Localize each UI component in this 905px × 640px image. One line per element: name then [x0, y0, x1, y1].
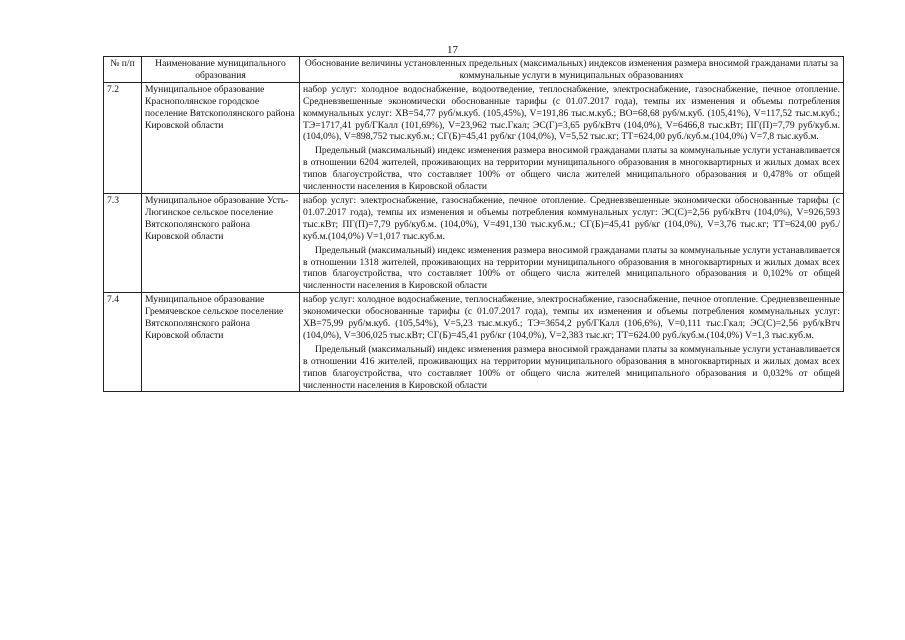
- justification-cell: [300, 193, 844, 292]
- limit-index-paragraph: Предельный (максимальный) индекс изменения размера вносимой гражданами платы за коммунальные услуги устанавливается в отношении 6204 жителей, проживающих на территории муниципального образования в многоквартирных и жилых домах всех типов благоустройства, что составляет 100% от общего числа жителей мниципального образования и 0,478% от общей численности населения в Кировской области: [303, 145, 840, 193]
- page-number: 17: [447, 44, 458, 56]
- services-paragraph: набор услуг: электроснабжение, газоснабжение, печное отопление. Средневзвешенные экономически обоснованные тарифы (с 01.07.2017 года), темпы их изменения и объемы потребления коммунальных услуг: ЭС(С)=2,56 руб/кВтч (104,0%), V=926,593 тыс.кВт; ПГ(П)=7,79 руб/куб.м. (104,0%), V=491,130 тыс.куб.м.; СГ(Б)=45,41 руб/кг (104,0%), V=3,76 тыс.кг; ТТ=624,00 руб./куб.м.(104,0%) V=1,017 тыс.куб.м.: [303, 194, 840, 242]
- table-row: [104, 82, 844, 193]
- tariff-table: [103, 56, 844, 392]
- header-number: № п/п: [104, 57, 142, 83]
- municipality-name: Муниципальное образование Гремячевское сельское поселение Вятскополянского района Кировской области: [142, 293, 300, 392]
- services-paragraph: набор услуг: холодное водоснабжение, теплоснабжение, электроснабжение, газоснабжение, печное отопление. Средневзвешенные экономически обоснованные тарифы (с 01.07.2017 года), темпы их изменения и объемы потребления коммунальных услуг: ХВ=75,99 руб/м.куб. (105,54%), V=5,23 тыс.м.куб.; ТЭ=3654,2 руб/ГКалл (106,6%), V=0,111 тыс.Гкал; ЭС(С)=2,56 руб/кВтч (104,0%), V=306,025 тыс.кВт; СГ(Б)=45,41 руб/кг (104,0%), V=2,383 тыс.кг; ТТ=624.00 руб./куб.м.(104,0%) V=1,3 тыс.куб.м.: [303, 294, 840, 341]
- justification-cell: [300, 82, 844, 193]
- header-municipality-name: Наименование муниципального образования: [142, 57, 300, 83]
- municipality-name: Муниципальное образование Краснополянское городское поселение Вятскополянского района Кировской области: [142, 82, 300, 193]
- limit-index-paragraph: Предельный (максимальный) индекс изменения размера вносимой гражданами платы за коммунальные услуги устанавливается в отношении 416 жителей, проживающих на территории муниципального образования в многоквартирных и жилых домах всех типов благоустройства, что составляет 100% от общего числа жителей мниципального образования и 0,032% от общей численности населения в Кировской области: [303, 343, 840, 391]
- justification-cell: [300, 293, 844, 392]
- row-number: 7.2: [104, 82, 142, 193]
- services-paragraph: набор услуг: холодное водоснабжение, водоотведение, теплоснабжение, электроснабжение, газоснабжение, печное отопление. Средневзвешенные экономически обоснованные тарифы (с 01.07.2017 года), темпы их изменения и объемы потребления коммунальных услуг: ХВ=54,77 руб/м.куб. (105,45%), V=191,86 тыс.м.куб.; ВО=68,68 руб/м.куб. (105,41%), V=117,52 тыс.м.куб.; ТЭ=1717,41 руб/ГКалл (101,69%), V=23,962 тыс.Гкал; ЭС(Г)=3,65 руб/кВтч (104,0%), V=6466,8 тыс.кВт; ПГ(П)=7,79 руб/куб.м. (104,0%), V=898,752 тыс.куб.м.; СГ(Б)=45,41 руб/кг (104,0%), V=5,52 тыс.кг; ТТ=624,00 руб./куб.м.(104,0%) V=7,8 тыс.куб.м.: [303, 83, 840, 143]
- table-row: [104, 193, 844, 292]
- limit-index-paragraph: Предельный (максимальный) индекс изменения размера вносимой гражданами платы за коммунальные услуги устанавливается в отношении 1318 жителей, проживающих на территории муниципального образования в многоквартирных и жилых домах всех типов благоустройства, что составляет 100% от общего числа жителей мниципального образования и 0,102% от общей численности населения в Кировской области: [303, 244, 840, 292]
- table-header-row: [104, 57, 844, 83]
- table-row: [104, 293, 844, 392]
- header-justification: Обоснование величины установленных предельных (максимальных) индексов изменения размера вносимой гражданами платы за коммунальные услуги в муниципальных образованиях: [300, 57, 844, 83]
- municipality-name: Муниципальное образование Усть-Люгинское сельское поселение Вятскополянского района Кировской области: [142, 193, 300, 292]
- row-number: 7.3: [104, 193, 142, 292]
- row-number: 7.4: [104, 293, 142, 392]
